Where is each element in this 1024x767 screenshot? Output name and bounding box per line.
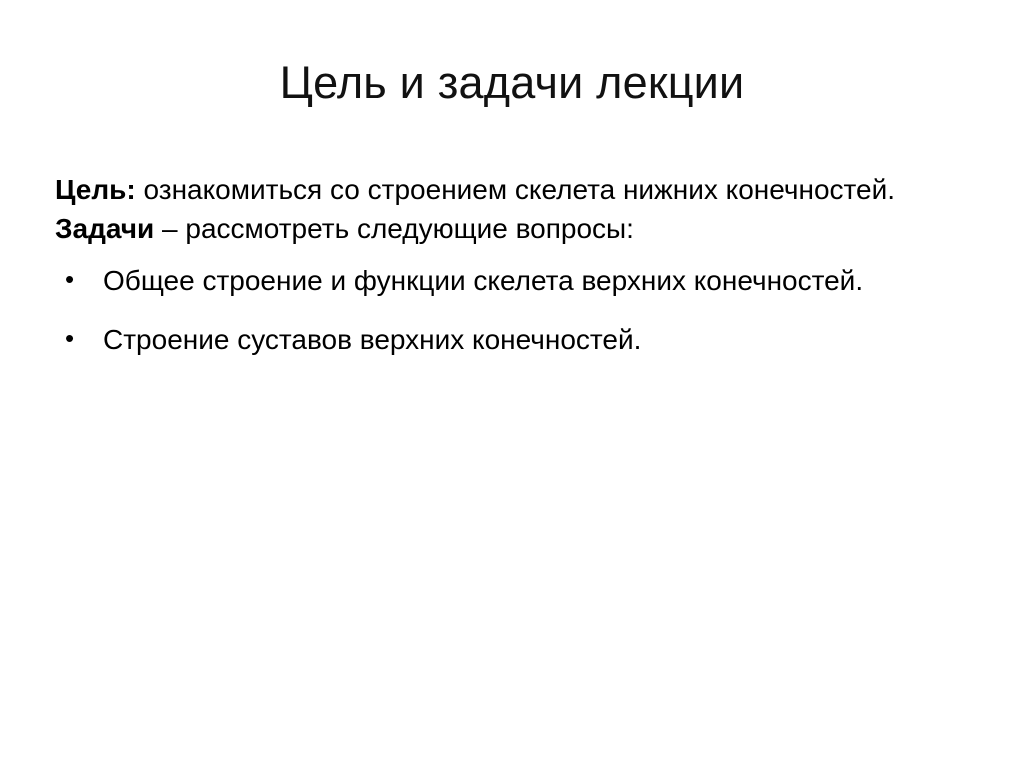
tasks-text: – рассмотреть следующие вопросы:	[154, 212, 634, 244]
list-item	[55, 321, 955, 359]
list-item	[55, 262, 955, 300]
list-item-label: Общее строение и функции скелета верхних конечностей.	[103, 264, 864, 296]
tasks-label: Задачи	[55, 212, 155, 244]
bullet-dot-icon: •	[65, 263, 75, 294]
page-title: Цель и задачи лекции	[279, 57, 745, 108]
bullet-dot-icon: •	[65, 323, 75, 354]
list-item-label: Строение суставов верхних конечностей.	[103, 324, 642, 356]
slide-body	[55, 172, 955, 381]
tasks-list	[55, 262, 955, 359]
goal-paragraph	[55, 172, 955, 209]
goal-text: ознакомиться со строением скелета нижних конечностей.	[135, 174, 896, 205]
tasks-paragraph	[55, 211, 955, 248]
goal-label: Цель:	[55, 174, 136, 205]
